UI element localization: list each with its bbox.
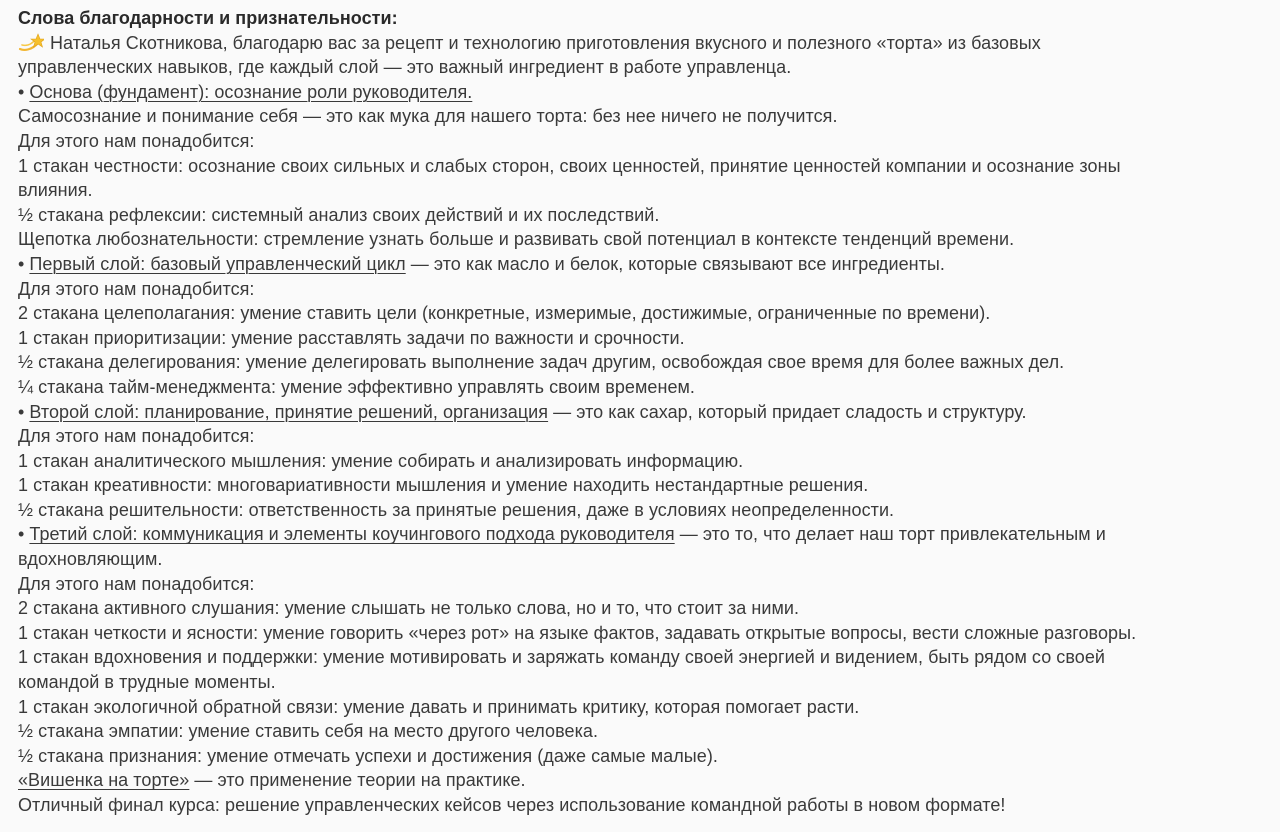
text-line: 1 стакан вдохновения и поддержки: умение мотивировать и заряжать команду своей энергией и видением, быть рядом со своей bbox=[18, 647, 1105, 668]
section-heading: Первый слой: базовый управленческий цикл bbox=[29, 253, 406, 274]
text-line: командой в трудные моменты. bbox=[18, 672, 276, 693]
intro-text-1: Наталья Скотникова, благодарю вас за рецепт и технологию приготовления вкусного и полезного «торта» из базовых bbox=[50, 32, 1041, 53]
text-line: 1 стакан креативности: многовариативности мышления и умение находить нестандартные решения. bbox=[18, 475, 869, 496]
text-line: 1 стакан аналитического мышления: умение собирать и анализировать информацию. bbox=[18, 450, 744, 471]
section-heading-rest: — это как масло и белок, которые связывают все ингредиенты. bbox=[405, 253, 945, 274]
dizzy-star-icon bbox=[18, 33, 44, 53]
section-heading-rest: — это как сахар, который придает сладость и структуру. bbox=[548, 401, 1027, 422]
document-title: Слова благодарности и признательности: bbox=[18, 8, 398, 28]
text-line: 2 стакана активного слушания: умение слышать не только слова, но и то, что стоит за ними. bbox=[18, 598, 800, 619]
text-line: ½ стакана делегирования: умение делегировать выполнение задач другим, освобождая свое время для более важных дел. bbox=[18, 352, 1065, 373]
text-line: Для этого нам понадобится: bbox=[18, 426, 255, 447]
text-line: ½ стакана признания: умение отмечать успехи и достижения (даже самые малые). bbox=[18, 745, 718, 766]
text-line: 1 стакан приоритизации: умение расставлять задачи по важности и срочности. bbox=[18, 327, 685, 348]
text-line: Отличный финал курса: решение управленческих кейсов через использование командной работы в новом формате! bbox=[18, 795, 1006, 815]
section-heading: Второй слой: планирование, принятие решений, организация bbox=[29, 401, 549, 422]
text-line: Щепотка любознательности: стремление узнать больше и развивать свой потенциал в контексте тенденций времени. bbox=[18, 229, 1015, 250]
text-line: Для этого нам понадобится: bbox=[18, 573, 255, 594]
section-heading-line bbox=[18, 400, 1280, 425]
section-heading-line bbox=[18, 522, 1280, 547]
text-line: 1 стакан экологичной обратной связи: умение давать и принимать критику, которая помогает расти. bbox=[18, 696, 860, 717]
text-line: Для этого нам понадобится: bbox=[18, 278, 255, 299]
text-line: ½ стакана решительности: ответственность за принятые решения, даже в условиях неопределенности. bbox=[18, 499, 895, 520]
section-heading-rest: — это то, что делает наш торт привлекательным и bbox=[674, 524, 1106, 545]
section-heading-line bbox=[18, 768, 1280, 793]
section-heading-line bbox=[18, 252, 1280, 277]
bullet: • bbox=[18, 401, 30, 422]
text-line: Для этого нам понадобится: bbox=[18, 130, 255, 151]
text-line: ½ стакана рефлексии: системный анализ своих действий и их последствий. bbox=[18, 204, 660, 225]
text-line: ¼ стакана тайм-менеджмента: умение эффективно управлять своим временем. bbox=[18, 376, 695, 397]
section-heading-rest: — это применение теории на практике. bbox=[189, 770, 526, 791]
text-line: влияния. bbox=[18, 180, 93, 201]
bullet: • bbox=[18, 524, 30, 545]
section-heading-line bbox=[18, 80, 1280, 105]
section-heading: «Вишенка на торте» bbox=[18, 770, 190, 791]
intro-line bbox=[18, 31, 1280, 56]
text-line: 2 стакана целеполагания: умение ставить цели (конкретные, измеримые, достижимые, ограниченные по времени). bbox=[18, 303, 991, 324]
bullet: • bbox=[18, 253, 30, 274]
text-line: 1 стакан четкости и ясности: умение говорить «через рот» на языке фактов, задавать открытые вопросы, вести сложные разговоры. bbox=[18, 622, 1137, 643]
bullet: • bbox=[18, 81, 30, 102]
intro-text-2: управленческих навыков, где каждый слой — это важный ингредиент в работе управленца. bbox=[18, 57, 792, 78]
text-line: вдохновляющим. bbox=[18, 549, 163, 570]
section-heading: Третий слой: коммуникация и элементы коучингового подхода руководителя bbox=[29, 524, 675, 545]
text-line: Самосознание и понимание себя — это как мука для нашего торта: без нее ничего не получится. bbox=[18, 106, 838, 127]
text-line: 1 стакан честности: осознание своих сильных и слабых сторон, своих ценностей, принятие ценностей компании и осознание зоны bbox=[18, 155, 1121, 176]
section-heading: Основа (фундамент): осознание роли руководителя. bbox=[29, 81, 473, 102]
text-line: ½ стакана эмпатии: умение ставить себя на место другого человека. bbox=[18, 721, 599, 742]
recipe-lines bbox=[18, 80, 1280, 818]
